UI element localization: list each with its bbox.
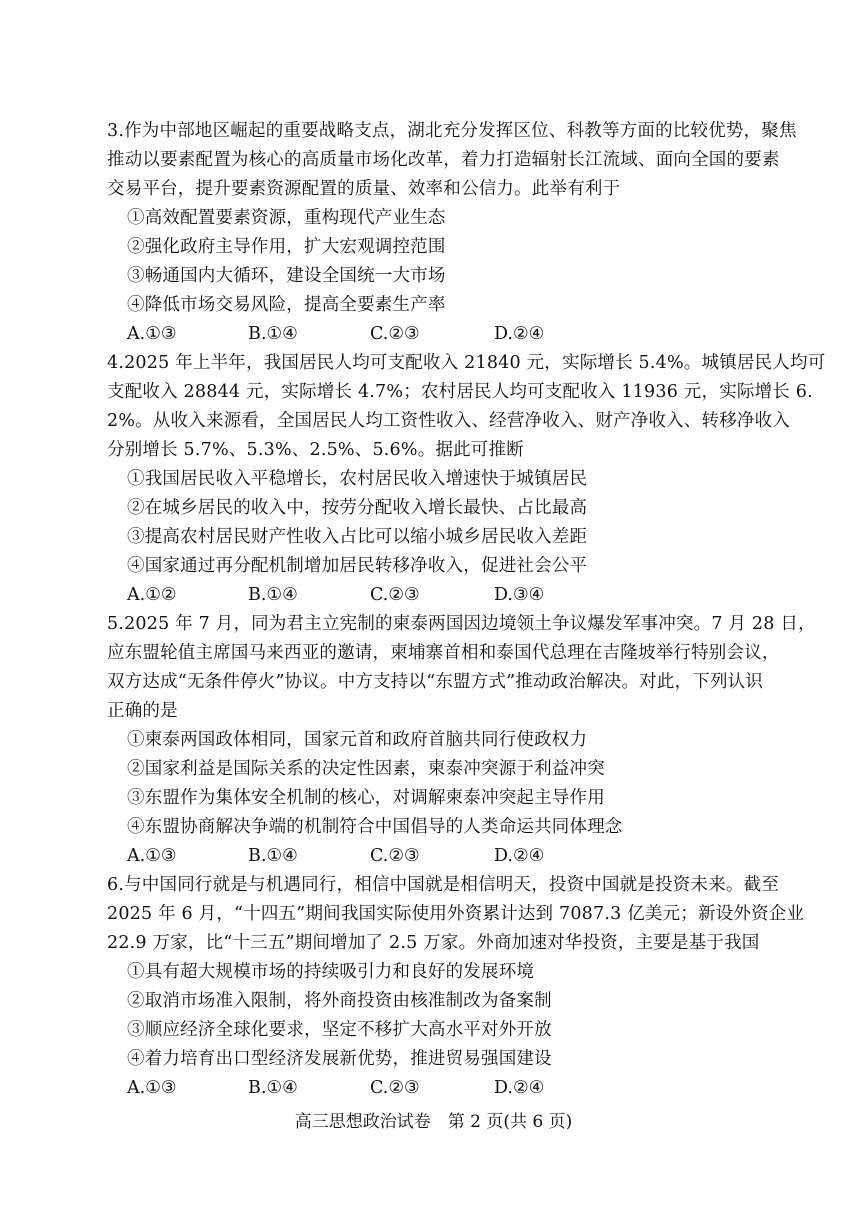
question-5-stem-line-4: 正确的是 <box>107 701 178 721</box>
question-3-choice-a: A.①③ <box>127 324 177 344</box>
question-6-option-2: ②取消市场准入限制，将外商投资由核准制改为备案制 <box>127 991 552 1011</box>
question-5-option-1: ①柬泰两国政体相同，国家元首和政府首脑共同行使政权力 <box>127 730 588 750</box>
question-3-option-4: ④降低市场交易风险，提高全要素生产率 <box>127 295 446 315</box>
question-6-option-1: ①具有超大规模市场的持续吸引力和良好的发展环境 <box>127 962 535 982</box>
question-5-choice-c: C.②③ <box>370 846 420 866</box>
question-5-choice-b: B.①④ <box>248 846 298 866</box>
question-6-choice-c: C.②③ <box>370 1078 420 1098</box>
question-3-stem-line-2: 推动以要素配置为核心的高质量市场化改革，着力打造辐射长江流域、面向全国的要素 <box>107 150 780 170</box>
question-4-option-4: ④国家通过再分配机制增加居民转移净收入，促进社会公平 <box>127 556 588 576</box>
question-6-option-3: ③顺应经济全球化要求，坚定不移扩大高水平对外开放 <box>127 1020 552 1040</box>
question-3-choice-d: D.②④ <box>494 324 545 344</box>
page-footer: 高三思想政治试卷 第 2 页(共 6 页) <box>294 1112 573 1132</box>
question-4-choice-c: C.②③ <box>370 585 420 605</box>
question-5-choice-a: A.①③ <box>127 846 177 866</box>
question-3-option-3: ③畅通国内大循环，建设全国统一大市场 <box>127 266 446 286</box>
question-6-stem-line-3: 22.9 万家，比“十三五”期间增加了 2.5 万家。外商加速对华投资，主要是基于我国 <box>107 933 760 953</box>
question-6-choice-d: D.②④ <box>494 1078 545 1098</box>
question-5-option-2: ②国家利益是国际关系的决定性因素，柬泰冲突源于利益冲突 <box>127 759 605 779</box>
question-6-choice-b: B.①④ <box>248 1078 298 1098</box>
question-5-stem-line-3: 双方达成“无条件停火”协议。中方支持以“东盟方式”推动政治解决。对此，下列认识 <box>107 672 764 692</box>
question-3-option-1: ①高效配置要素资源，重构现代产业生态 <box>127 208 446 228</box>
question-4-stem-line-2: 支配收入 28844 元，实际增长 4.7%；农村居民人均可支配收入 11936 元，实际增长 6. <box>107 382 813 402</box>
question-5-option-3: ③东盟作为集体安全机制的核心，对调解柬泰冲突起主导作用 <box>127 788 605 808</box>
question-3-choice-c: C.②③ <box>370 324 420 344</box>
question-4-stem-line-3: 2%。从收入来源看，全国居民人均工资性收入、经营净收入、财产净收入、转移净收入 <box>107 411 791 431</box>
question-4-choice-a: A.①② <box>127 585 177 605</box>
question-6-choice-a: A.①③ <box>127 1078 177 1098</box>
question-5-option-4: ④东盟协商解决争端的机制符合中国倡导的人类命运共同体理念 <box>127 817 623 837</box>
question-5-choice-d: D.②④ <box>494 846 545 866</box>
question-3-stem-line-1: 3.作为中部地区崛起的重要战略支点，湖北充分发挥区位、科教等方面的比较优势，聚焦 <box>107 121 797 141</box>
question-4-option-2: ②在城乡居民的收入中，按劳分配收入增长最快、占比最高 <box>127 498 588 518</box>
question-5-stem-line-1: 5.2025 年 7 月，同为君主立宪制的柬泰两国因边境领土争议爆发军事冲突。7 月 28 日， <box>107 614 816 634</box>
question-4-stem-line-1: 4.2025 年上半年，我国居民人均可支配收入 21840 元，实际增长 5.4%。城镇居民人均可 <box>107 353 826 373</box>
question-4-option-1: ①我国居民收入平稳增长，农村居民收入增速快于城镇居民 <box>127 469 588 489</box>
question-4-choice-d: D.③④ <box>494 585 545 605</box>
question-3-option-2: ②强化政府主导作用，扩大宏观调控范围 <box>127 237 446 257</box>
question-6-stem-line-2: 2025 年 6 月，“十四五”期间我国实际使用外资累计达到 7087.3 亿美元；新设外资企业 <box>107 904 805 924</box>
question-4-stem-line-4: 分别增长 5.7%、5.3%、2.5%、5.6%。据此可推断 <box>107 440 524 460</box>
question-4-option-3: ③提高农村居民财产性收入占比可以缩小城乡居民收入差距 <box>127 527 588 547</box>
question-4-choice-b: B.①④ <box>248 585 298 605</box>
question-6-stem-line-1: 6.与中国同行就是与机遇同行，相信中国就是相信明天，投资中国就是投资未来。截至 <box>107 875 779 895</box>
question-6-option-4: ④着力培育出口型经济发展新优势，推进贸易强国建设 <box>127 1049 552 1069</box>
question-5-stem-line-2: 应东盟轮值主席国马来西亚的邀请，柬埔寨首相和泰国代总理在吉隆坡举行特别会议， <box>107 643 780 663</box>
question-3-stem-line-3: 交易平台，提升要素资源配置的质量、效率和公信力。此举有利于 <box>107 179 621 199</box>
question-3-choice-b: B.①④ <box>248 324 298 344</box>
